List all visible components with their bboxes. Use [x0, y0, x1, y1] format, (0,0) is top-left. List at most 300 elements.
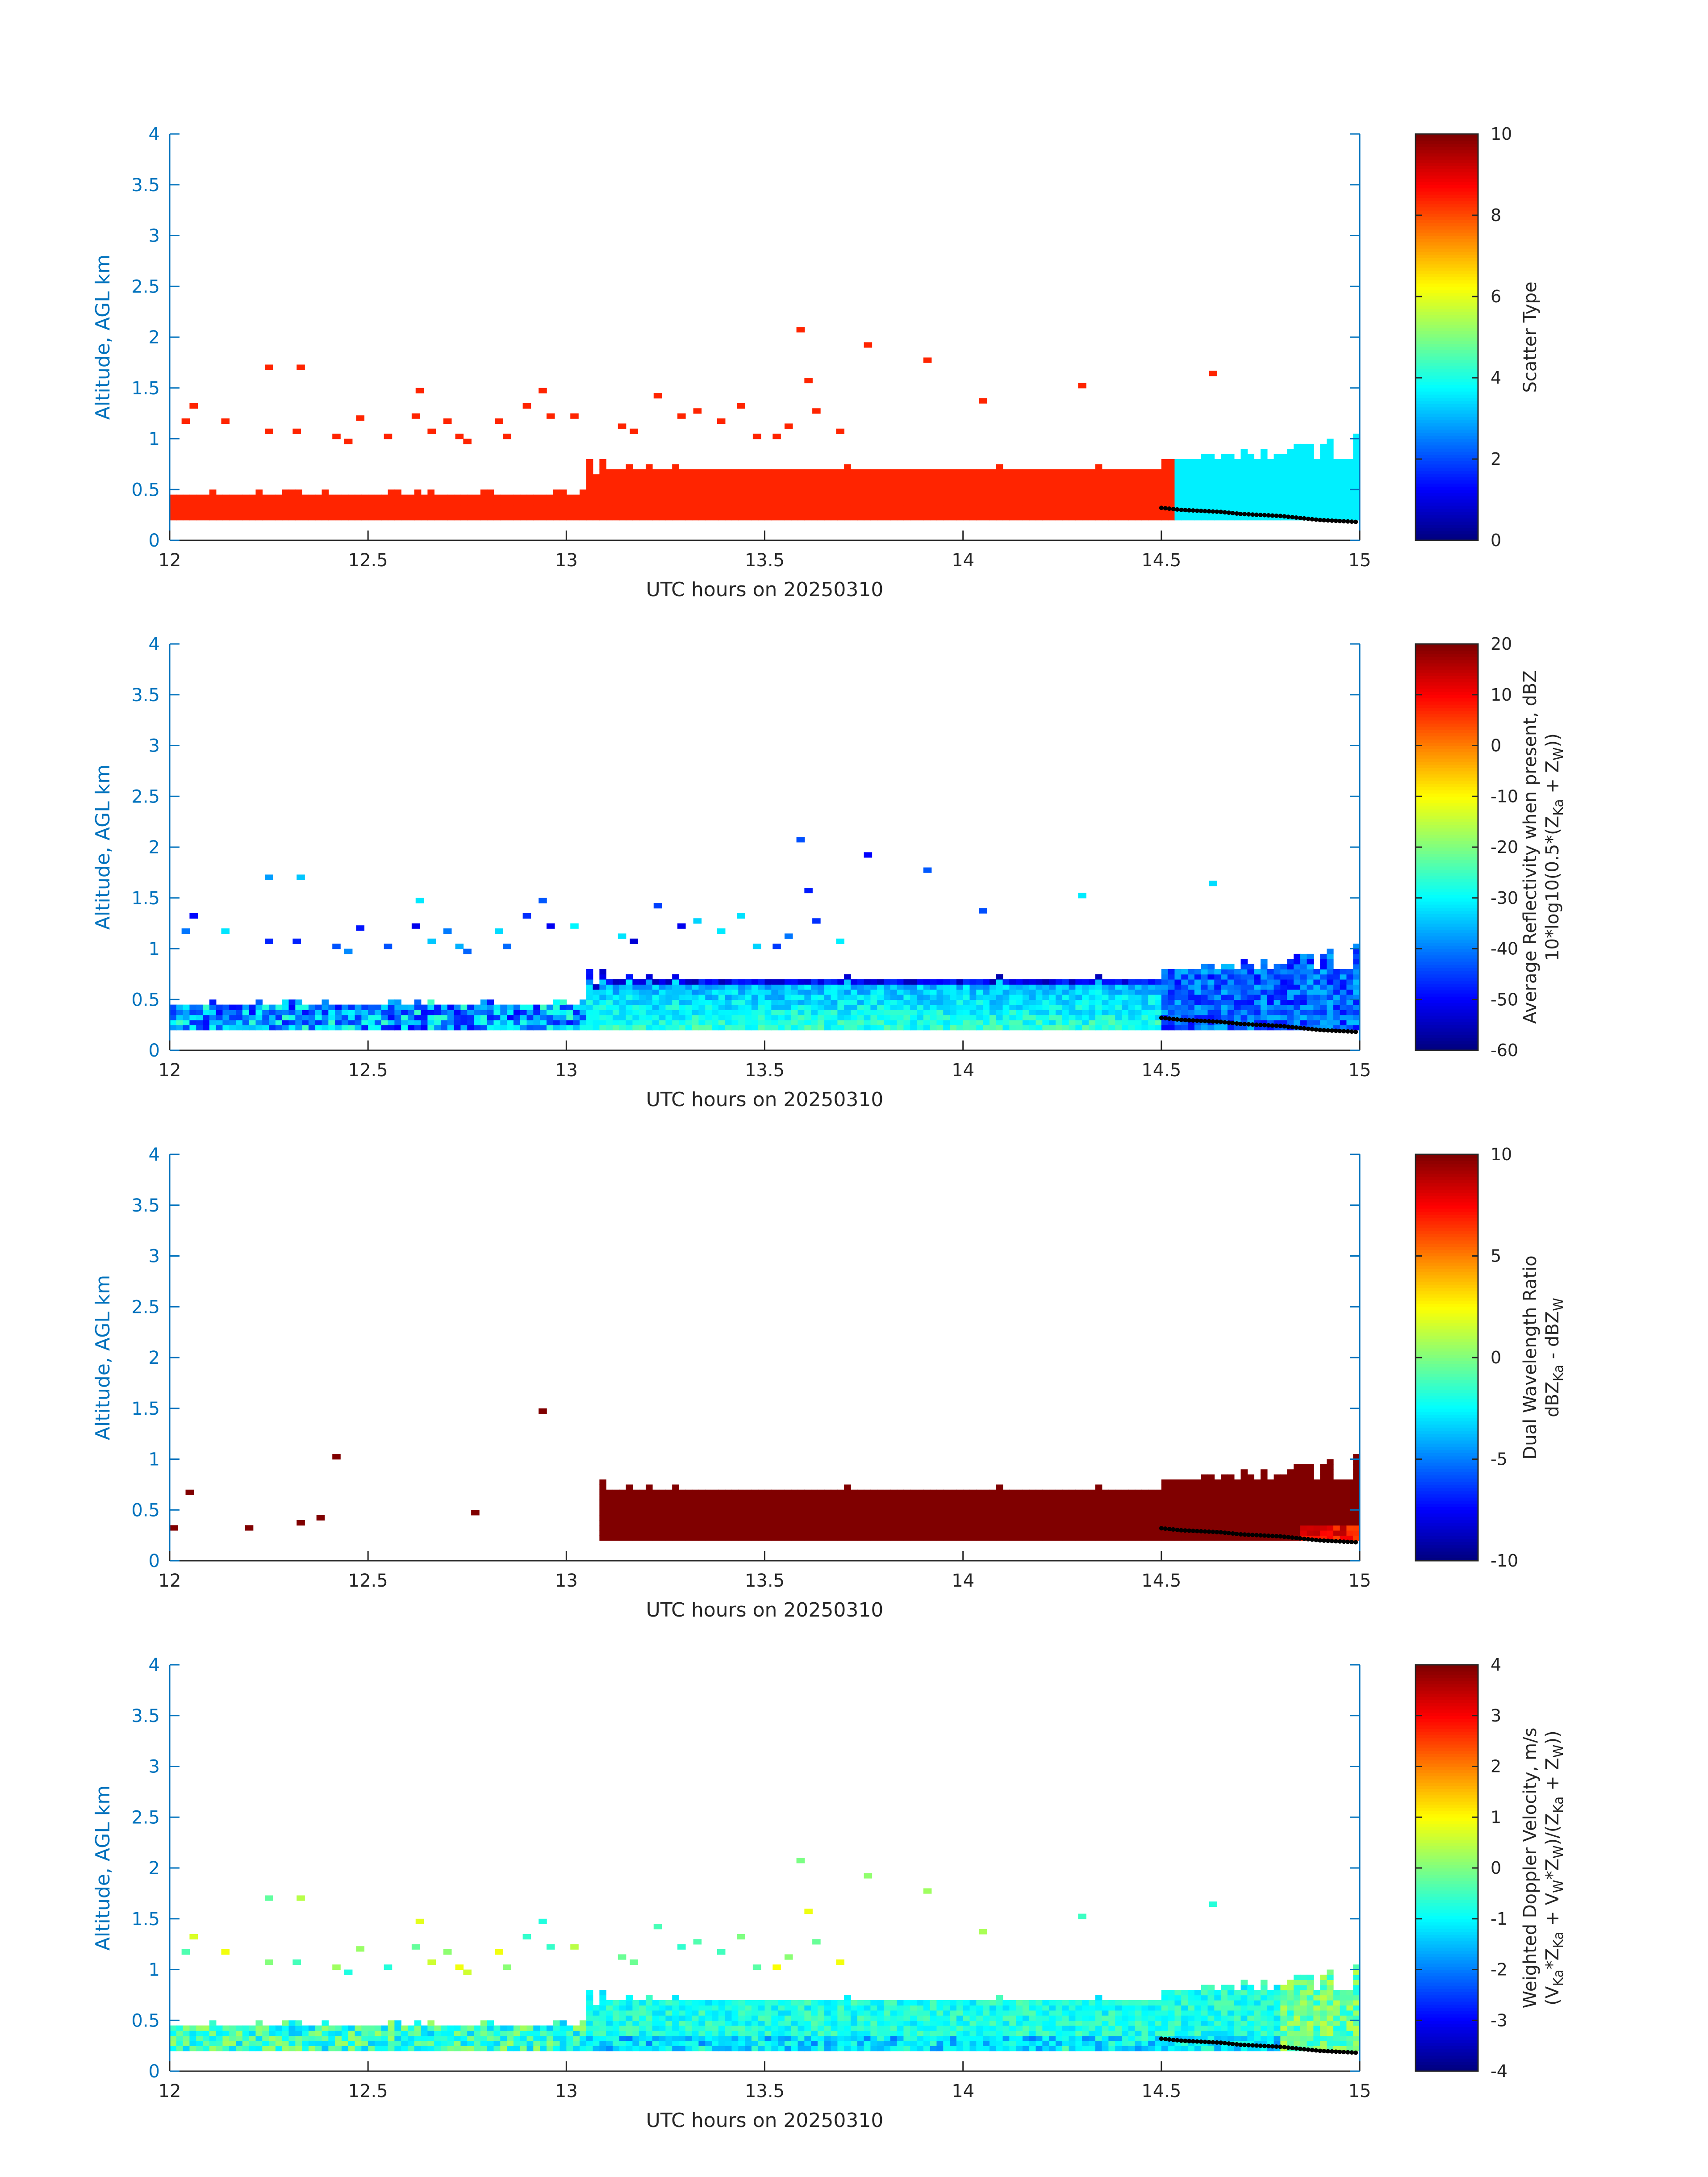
heatmap-cell	[791, 1025, 798, 1030]
heatmap-cell	[1300, 990, 1307, 995]
heatmap-cell	[1062, 979, 1069, 985]
heatmap-cell	[632, 1015, 639, 1020]
colorbar-step	[1416, 509, 1478, 512]
heatmap-cell	[441, 1005, 448, 1010]
heatmap-cell	[1320, 500, 1327, 505]
heatmap-cell	[818, 1510, 825, 1515]
heatmap-cell	[1122, 1490, 1129, 1495]
heatmap-cell	[910, 1495, 917, 1500]
heatmap-cell	[1161, 1484, 1169, 1490]
heatmap-cell	[1016, 1010, 1023, 1015]
heatmap-cell	[416, 388, 424, 393]
heatmap-cell	[738, 1515, 745, 1521]
heatmap-cell	[447, 505, 455, 510]
heatmap-cell	[474, 510, 481, 515]
heatmap-cell	[606, 505, 613, 510]
heatmap-cell	[1294, 480, 1301, 485]
heatmap-cell	[705, 489, 712, 495]
heatmap-cell	[778, 485, 785, 490]
heatmap-cell	[1168, 500, 1175, 505]
heatmap-cell	[718, 495, 726, 500]
heatmap-cell	[1056, 1510, 1063, 1515]
heatmap-cell	[1122, 1535, 1129, 1541]
heatmap-cell	[289, 1015, 296, 1020]
heatmap-cell	[712, 994, 719, 1000]
heatmap-cell	[1353, 1020, 1360, 1025]
heatmap-cell	[752, 474, 759, 480]
heatmap-cell	[414, 1005, 422, 1010]
heatmap-cell	[1115, 1530, 1122, 1536]
heatmap-cell	[1313, 1525, 1320, 1530]
heatmap-cell	[613, 495, 620, 500]
colorbar-step	[1416, 945, 1478, 949]
heatmap-cell	[765, 500, 772, 505]
heatmap-cell	[672, 480, 679, 485]
colorbar-step	[1416, 981, 1478, 984]
heatmap-cell	[884, 1005, 891, 1010]
colorbar-step	[1416, 736, 1478, 740]
heatmap-cell	[1280, 1010, 1287, 1015]
lcl-dot	[1282, 1024, 1286, 1028]
heatmap-cell	[1155, 1535, 1162, 1541]
heatmap-cell	[725, 1495, 732, 1500]
heatmap-cell	[752, 469, 759, 475]
heatmap-cell	[1241, 1510, 1248, 1515]
heatmap-cell	[1241, 1520, 1248, 1525]
heatmap-cell	[1241, 1015, 1248, 1020]
heatmap-cell	[1161, 480, 1169, 485]
heatmap-cell	[1075, 1005, 1082, 1010]
heatmap-cell	[1036, 1490, 1043, 1495]
heatmap-cell	[500, 1010, 507, 1015]
heatmap-cell	[599, 1010, 606, 1015]
heatmap-cell	[1115, 469, 1122, 475]
heatmap-cell	[1075, 1505, 1082, 1510]
heatmap-cell	[646, 1020, 653, 1025]
heatmap-cell	[1320, 469, 1327, 475]
heatmap-cell	[414, 1020, 422, 1025]
heatmap-cell	[672, 1495, 679, 1500]
heatmap-cell	[1320, 984, 1327, 990]
heatmap-cell	[705, 1010, 712, 1015]
heatmap-cell	[692, 1500, 699, 1505]
heatmap-cell	[936, 485, 944, 490]
heatmap-cell	[1056, 1530, 1063, 1536]
heatmap-cell	[778, 984, 785, 990]
heatmap-cell	[844, 1535, 851, 1541]
heatmap-cell	[950, 480, 957, 485]
heatmap-cell	[295, 1025, 302, 1030]
heatmap-cell	[903, 1525, 910, 1530]
heatmap-cell	[685, 1005, 693, 1010]
heatmap-cell	[1108, 990, 1115, 995]
heatmap-cell	[1089, 1530, 1096, 1536]
heatmap-cell	[1287, 1484, 1294, 1490]
colorbar-step	[1416, 429, 1478, 433]
heatmap-cell	[586, 459, 593, 464]
heatmap-cell	[1340, 974, 1347, 979]
heatmap-cell	[1327, 1459, 1334, 1465]
heatmap-cell	[1089, 485, 1096, 490]
heatmap-cell	[692, 979, 699, 985]
heatmap-cell	[1307, 1020, 1314, 1025]
heatmap-cell	[1168, 1500, 1175, 1505]
heatmap-cell	[560, 1010, 567, 1015]
heatmap-cell	[811, 1535, 818, 1541]
heatmap-cell	[1320, 1500, 1327, 1505]
heatmap-cell	[1075, 1490, 1082, 1495]
heatmap-cell	[599, 469, 606, 475]
heatmap-cell	[923, 1015, 931, 1020]
heatmap-cell	[460, 505, 468, 510]
heatmap-cell	[1181, 459, 1188, 464]
heatmap-cell	[388, 510, 395, 515]
colorbar-step	[1416, 790, 1478, 794]
heatmap-cell	[969, 984, 977, 990]
heatmap-cell	[1174, 1510, 1182, 1515]
heatmap-cell	[1102, 979, 1109, 985]
heatmap-cell	[665, 1515, 672, 1521]
heatmap-cell	[1228, 1475, 1235, 1480]
heatmap-cell	[1135, 1520, 1142, 1525]
heatmap-cell	[1155, 1495, 1162, 1500]
heatmap-cell	[771, 510, 778, 515]
heatmap-cell	[203, 510, 210, 515]
heatmap-cell	[1181, 1505, 1188, 1510]
heatmap-cell	[1168, 1505, 1175, 1510]
heatmap-cell	[626, 979, 633, 985]
heatmap-cell	[983, 495, 990, 500]
heatmap-cell	[222, 505, 230, 510]
heatmap-cell	[1313, 999, 1320, 1005]
heatmap-cell	[1287, 1510, 1294, 1515]
heatmap-cell	[328, 1025, 335, 1030]
heatmap-cell	[1023, 999, 1030, 1005]
heatmap-cell	[1075, 485, 1082, 490]
heatmap-cell	[1155, 474, 1162, 480]
heatmap-cell	[1148, 990, 1155, 995]
heatmap-cell	[884, 979, 891, 985]
heatmap-cell	[877, 1005, 884, 1010]
heatmap-cell	[956, 474, 964, 480]
heatmap-cell	[884, 1515, 891, 1521]
heatmap-cell	[613, 1025, 620, 1030]
heatmap-cell	[672, 1520, 679, 1525]
heatmap-cell	[1082, 999, 1089, 1005]
heatmap-cell	[1274, 505, 1281, 510]
colorbar-step	[1416, 292, 1478, 296]
colorbar-step	[1416, 528, 1478, 531]
heatmap-cell	[434, 500, 441, 505]
heatmap-cell	[196, 515, 203, 520]
heatmap-cell	[851, 1010, 858, 1015]
heatmap-cell	[1161, 1520, 1169, 1525]
lcl-dot	[1258, 513, 1263, 517]
heatmap-cell	[1108, 1525, 1115, 1530]
heatmap-cell	[652, 485, 660, 490]
heatmap-cell	[1062, 1020, 1069, 1025]
colorbar-step	[1416, 911, 1478, 914]
heatmap-cell	[222, 1025, 230, 1030]
heatmap-cell	[950, 1535, 957, 1541]
heatmap-cell	[824, 1520, 831, 1525]
heatmap-cell	[659, 485, 666, 490]
heatmap-cell	[765, 489, 772, 495]
heatmap-cell	[1234, 505, 1241, 510]
heatmap-cell	[1201, 1475, 1208, 1480]
heatmap-cell	[1095, 1500, 1102, 1505]
heatmap-cell	[969, 1010, 977, 1015]
heatmap-cell	[798, 1005, 805, 1010]
colorbar-step	[1416, 442, 1478, 446]
heatmap-cell	[844, 1020, 851, 1025]
heatmap-cell	[692, 1020, 699, 1025]
heatmap-cell	[811, 1495, 818, 1500]
heatmap-cell	[1062, 515, 1069, 520]
heatmap-cell	[1082, 1505, 1089, 1510]
heatmap-cell	[1095, 1525, 1102, 1530]
heatmap-cell	[646, 1530, 653, 1536]
heatmap-cell	[368, 1015, 375, 1020]
heatmap-cell	[1221, 459, 1228, 464]
heatmap-cell	[950, 474, 957, 480]
heatmap-cell	[1214, 480, 1221, 485]
heatmap-cell	[831, 1520, 838, 1525]
colorbar-step	[1416, 163, 1478, 166]
heatmap-cell	[1307, 505, 1314, 510]
heatmap-cell	[626, 1495, 633, 1500]
heatmap-cell	[255, 1005, 263, 1010]
heatmap-cell	[831, 1490, 838, 1495]
heatmap-cell	[652, 500, 660, 505]
heatmap-cell	[950, 1015, 957, 1020]
heatmap-cell	[315, 1010, 322, 1015]
heatmap-cell	[1300, 454, 1307, 460]
heatmap-cell	[837, 1495, 844, 1500]
heatmap-cell	[1333, 974, 1341, 979]
heatmap-cell	[1128, 469, 1136, 475]
heatmap-cell	[1009, 1015, 1016, 1020]
heatmap-cell	[698, 500, 706, 505]
heatmap-cell	[1294, 469, 1301, 475]
heatmap-cell	[785, 1500, 792, 1505]
heatmap-cell	[665, 1005, 672, 1010]
heatmap-cell	[1036, 510, 1043, 515]
heatmap-cell	[1095, 984, 1102, 990]
heatmap-cell	[1313, 489, 1320, 495]
heatmap-cell	[1181, 1490, 1188, 1495]
heatmap-cell	[1115, 495, 1122, 500]
heatmap-cell	[818, 1505, 825, 1510]
heatmap-cell	[1148, 485, 1155, 490]
panel-2	[92, 634, 1566, 1111]
heatmap-cell	[1214, 485, 1221, 490]
heatmap-cell	[1174, 459, 1182, 464]
colorbar-step	[1416, 451, 1478, 455]
heatmap-cell	[692, 500, 699, 505]
heatmap-cell	[712, 984, 719, 990]
heatmap-cell	[1353, 515, 1360, 520]
heatmap-cell	[836, 429, 844, 434]
heatmap-cell	[434, 1010, 441, 1015]
heatmap-cell	[731, 489, 739, 495]
heatmap-cell	[401, 510, 408, 515]
heatmap-cell	[1267, 1500, 1274, 1505]
heatmap-cell	[1327, 1469, 1334, 1475]
heatmap-cell	[421, 500, 428, 505]
heatmap-cell	[983, 1525, 990, 1530]
heatmap-cell	[698, 999, 706, 1005]
heatmap-cell	[1320, 1010, 1327, 1015]
heatmap-cell	[328, 515, 335, 520]
heatmap-cell	[798, 1535, 805, 1541]
heatmap-cell	[679, 1015, 686, 1020]
heatmap-cell	[996, 1005, 1003, 1010]
heatmap-cell	[1241, 480, 1248, 485]
y-tick-label: 4	[148, 634, 160, 655]
heatmap-cell	[983, 979, 990, 985]
heatmap-cell	[930, 1005, 937, 1010]
heatmap-cell	[725, 500, 732, 505]
colorbar-step	[1416, 261, 1478, 264]
heatmap-cell	[540, 1005, 547, 1010]
heatmap-cell	[917, 1505, 924, 1510]
heatmap-cell	[864, 999, 871, 1005]
heatmap-cell	[1108, 474, 1115, 480]
heatmap-cell	[1095, 1020, 1102, 1025]
heatmap-cell	[712, 510, 719, 515]
heatmap-cell	[1207, 1479, 1215, 1485]
colorbar	[1416, 634, 1566, 1060]
heatmap-cell	[1287, 500, 1294, 505]
heatmap-cell	[229, 1015, 236, 1020]
heatmap-cell	[950, 1500, 957, 1505]
heatmap-cell	[956, 994, 964, 1000]
heatmap-cell	[752, 1500, 759, 1505]
heatmap-cell	[831, 984, 838, 990]
heatmap-cell	[335, 515, 342, 520]
heatmap-cell	[1115, 480, 1122, 485]
heatmap-cell	[242, 505, 250, 510]
heatmap-cell	[1023, 1535, 1030, 1541]
heatmap-cell	[1241, 464, 1248, 469]
heatmap-cell	[1023, 495, 1030, 500]
heatmap-cell	[189, 1020, 196, 1025]
heatmap-cell	[983, 505, 990, 510]
heatmap-cell	[864, 984, 871, 990]
heatmap-cell	[1029, 485, 1036, 490]
colorbar-step	[1416, 952, 1478, 956]
heatmap-cell	[1102, 474, 1109, 480]
lcl-dot	[1187, 1018, 1191, 1023]
colorbar-step	[1416, 939, 1478, 943]
heatmap-cell	[183, 1005, 190, 1010]
heatmap-cell	[672, 999, 679, 1005]
heatmap-cell	[276, 510, 283, 515]
heatmap-cell	[665, 1530, 672, 1536]
heatmap-cell	[652, 1515, 660, 1521]
colorbar-step	[1416, 435, 1478, 439]
lcl-dot	[1163, 506, 1168, 510]
heatmap-cell	[599, 1520, 606, 1525]
heatmap-cell	[322, 1010, 329, 1015]
heatmap-cell	[804, 500, 811, 505]
heatmap-cell	[1353, 1005, 1360, 1010]
heatmap-cell	[1247, 1475, 1254, 1480]
heatmap-cell	[943, 480, 950, 485]
heatmap-cell	[652, 979, 660, 985]
heatmap-cell	[1228, 964, 1235, 969]
colorbar-step	[1416, 296, 1478, 300]
heatmap-cell	[923, 1025, 931, 1030]
heatmap-cell	[1122, 1495, 1129, 1500]
heatmap-cell	[580, 1015, 587, 1020]
heatmap-cell	[269, 1015, 276, 1020]
heatmap-cell	[791, 1510, 798, 1515]
heatmap-cell	[1009, 990, 1016, 995]
heatmap-cell	[652, 1530, 660, 1536]
y-tick-label: 2	[148, 327, 160, 348]
x-axis-label: UTC hours on 20250310	[646, 1088, 884, 1111]
heatmap-cell	[460, 1010, 468, 1015]
heatmap-cell	[1049, 1020, 1056, 1025]
lcl-dot	[1318, 518, 1322, 522]
heatmap-cell	[1122, 994, 1129, 1000]
heatmap-cell	[837, 1500, 844, 1505]
heatmap-cell	[785, 1025, 792, 1030]
heatmap-cell	[1228, 994, 1235, 1000]
heatmap-cell	[1353, 505, 1360, 510]
heatmap-cell	[606, 500, 613, 505]
heatmap-cell	[936, 515, 944, 520]
heatmap-cell	[1320, 1464, 1327, 1470]
heatmap-cell	[672, 990, 679, 995]
heatmap-cell	[1155, 1530, 1162, 1536]
heatmap-cell	[1016, 469, 1023, 475]
heatmap-cell	[1201, 1535, 1208, 1541]
heatmap-cell	[1141, 505, 1148, 510]
y-tick-label: 0.5	[131, 480, 160, 501]
heatmap-cell	[183, 1020, 190, 1025]
lcl-dot	[1239, 1022, 1243, 1026]
heatmap-cell	[1221, 515, 1228, 520]
heatmap-cell	[1207, 469, 1215, 475]
heatmap-cell	[1069, 994, 1076, 1000]
heatmap-cell	[1228, 984, 1235, 990]
heatmap-cell	[1327, 1495, 1334, 1500]
heatmap-cell	[1095, 1535, 1102, 1541]
heatmap-cell	[626, 515, 633, 520]
colorbar-step	[1416, 385, 1478, 389]
heatmap-cell	[990, 1525, 997, 1530]
heatmap-cell	[665, 1495, 672, 1500]
heatmap-cell	[712, 1490, 719, 1495]
heatmap-cell	[950, 1010, 957, 1015]
heatmap-cell	[1214, 515, 1221, 520]
heatmap-cell	[262, 1015, 269, 1020]
colorbar-tick-label: 10	[1491, 685, 1512, 705]
colorbar-step	[1416, 787, 1478, 790]
heatmap-cell	[593, 984, 600, 990]
heatmap-cell	[844, 999, 851, 1005]
colorbar-step	[1416, 153, 1478, 157]
heatmap-cell	[884, 474, 891, 480]
heatmap-cell	[692, 990, 699, 995]
heatmap-cell	[963, 1490, 970, 1495]
heatmap-cell	[705, 1530, 712, 1536]
heatmap-cell	[1075, 1495, 1082, 1500]
heatmap-cell	[910, 500, 917, 505]
